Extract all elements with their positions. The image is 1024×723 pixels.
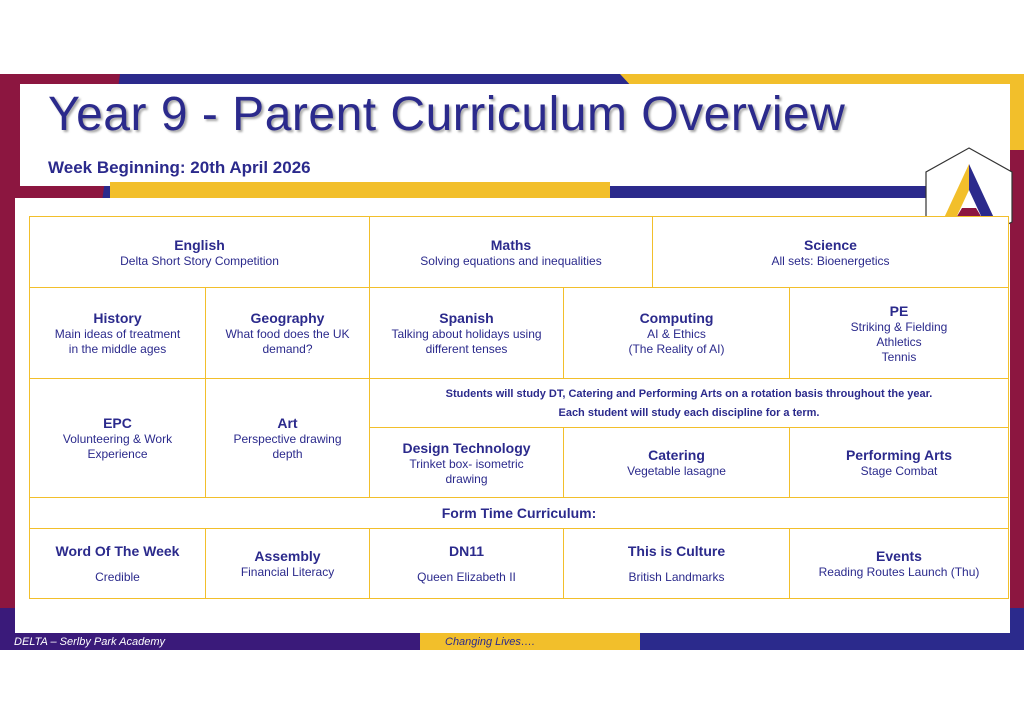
subject-heading: Design Technology [402,439,531,456]
subject-detail: Queen Elizabeth II [417,570,516,584]
subject-detail: depth [272,447,303,461]
footer-school-name: DELTA – Serlby Park Academy [14,636,165,648]
subject-detail: All sets: Bioenergetics [771,253,890,268]
maths-cell [369,216,653,288]
computing-cell [563,287,790,379]
rotation-note: Each student will study each discipline for a term. [558,406,820,419]
subject-heading: Catering [648,447,705,463]
subject-detail: Reading Routes Launch (Thu) [818,565,980,579]
subject-detail: Delta Short Story Competition [120,253,279,268]
subject-detail: Solving equations and inequalities [420,253,602,268]
week-beginning: Week Beginning: 20th April 2026 [48,158,311,177]
subject-heading: Computing [639,310,714,326]
spanish-cell [369,287,564,379]
subject-heading: History [93,310,142,326]
subject-heading: PE [889,302,909,319]
dt-cell [369,427,564,498]
subject-heading: Assembly [254,548,321,564]
subject-detail: drawing [445,471,488,486]
footer-motto: Changing Lives…. [445,636,535,648]
rotation-note: Students will study DT, Catering and Performing Arts on a rotation basis throughout the year. [445,387,933,400]
subject-detail: Financial Literacy [240,565,335,579]
form-time-heading-cell [29,497,1009,529]
english-cell [29,216,370,288]
page-title: Year 9 - Parent Curriculum Overview [48,88,846,141]
subject-heading: This is Culture [627,543,726,559]
subject-detail: Main ideas of treatment [54,327,181,341]
word-of-week-cell [29,528,206,599]
science-cell [652,216,1009,288]
subject-detail: Vegetable lasagne [627,464,726,478]
subject-heading: Maths [490,236,532,253]
subject-heading: EPC [103,415,132,431]
subject-heading: Word Of The Week [55,543,180,559]
form-time-heading: Form Time Curriculum: [441,505,597,521]
subject-heading: Art [277,415,298,431]
subject-detail: What food does the UK [225,327,350,341]
pe-cell [789,287,1009,379]
rotation-note-cell [369,378,1009,428]
performing-arts-cell [789,427,1009,498]
art-cell [205,378,370,498]
subject-detail: (The Reality of AI) [628,342,725,356]
subject-detail: Talking about holidays using [391,327,542,341]
dn11-cell [369,528,564,599]
subject-detail: Credible [95,570,140,584]
subject-detail: Experience [87,447,148,461]
events-cell [789,528,1009,599]
assembly-cell [205,528,370,599]
subject-detail: Trinket box- isometric [409,456,524,471]
subject-detail: AI & Ethics [647,327,706,341]
subject-detail: in the middle ages [68,342,167,356]
subject-detail: British Landmarks [628,570,725,584]
subject-heading: Performing Arts [845,447,953,463]
subject-heading: English [174,236,225,253]
epc-cell [29,378,206,498]
subject-detail: Striking & Fielding [850,319,948,334]
subject-heading: Events [876,548,922,564]
subject-detail: different tenses [425,342,508,356]
subject-detail: Athletics [876,334,922,349]
subject-heading: Spanish [439,310,494,326]
subject-detail: Tennis [881,349,917,364]
culture-cell [563,528,790,599]
subject-detail: Stage Combat [860,464,938,478]
subject-heading: Geography [250,310,325,326]
subject-heading: DN11 [448,543,485,559]
subject-detail: Volunteering & Work [62,432,173,446]
geography-cell [205,287,370,379]
catering-cell [563,427,790,498]
subject-detail: Perspective drawing [233,432,342,446]
subject-detail: demand? [262,342,313,356]
history-cell [29,287,206,379]
subject-heading: Science [804,236,857,253]
